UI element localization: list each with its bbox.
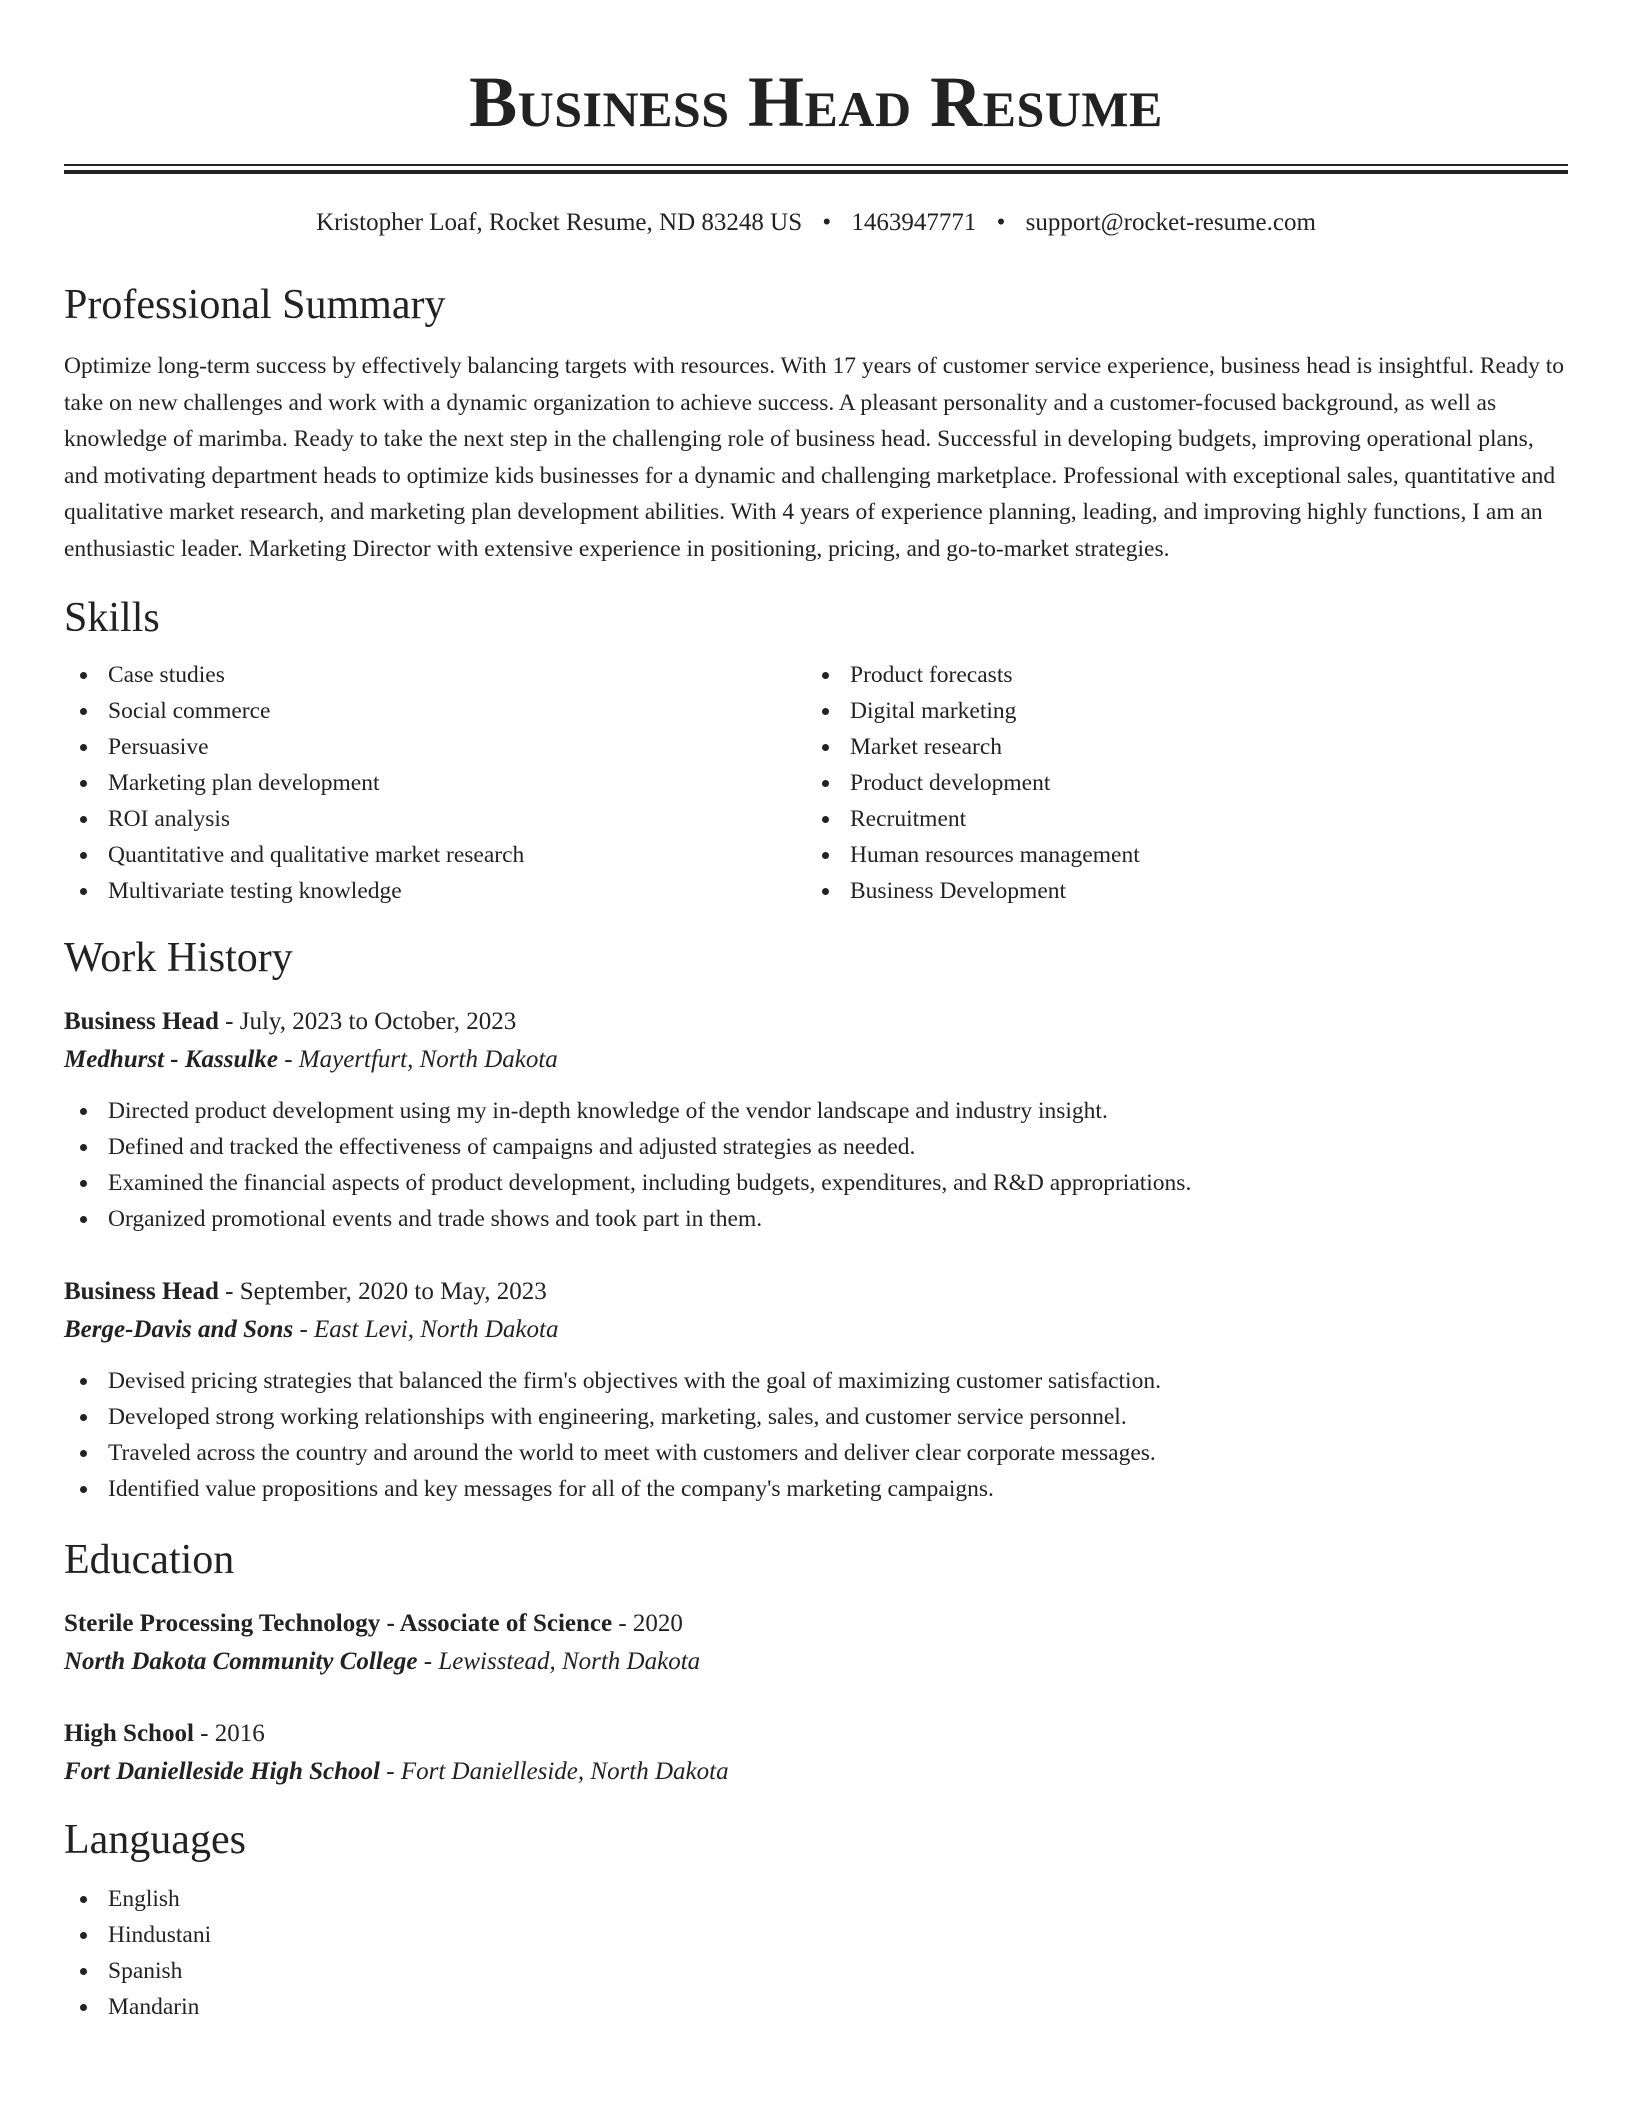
contact-address: Kristopher Loaf, Rocket Resume, ND 83248 US — [316, 209, 803, 236]
skill-item: ROI analysis — [64, 801, 806, 837]
skills-list-left — [64, 657, 806, 909]
language-item: Hindustani — [64, 1917, 1568, 1953]
education-school: Fort Danielleside High School — [64, 1758, 381, 1785]
job-bullet: Traveled across the country and around the world to meet with customers and deliver clear corporate messages. — [64, 1435, 1568, 1471]
job-bullet: Devised pricing strategies that balanced the firm's objectives with the goal of maximizing customer satisfaction. — [64, 1363, 1568, 1399]
contact-separator: • — [822, 209, 832, 236]
job-bullet-list — [64, 1363, 1568, 1507]
summary-heading: Professional Summary — [64, 282, 446, 328]
job-company: Berge-Davis and Sons — [64, 1316, 294, 1343]
education-year: - 2020 — [612, 1610, 683, 1637]
contact-line — [64, 208, 1568, 238]
skill-item: Product forecasts — [806, 657, 1548, 693]
education-entry — [64, 1715, 1568, 1791]
languages-list — [64, 1881, 1568, 2025]
resume-title: Business Head Resume — [469, 62, 1163, 142]
summary-text: Optimize long-term success by effectively balancing targets with resources. With 17 years of customer service experience, business head is insightful. Ready to take on new challenges and work with a dynamic organization to achieve success. A pleasant personality and a customer-focused background, as well as knowledge of marimba. Ready to take the next step in the challenging role of business head. Successful in developing budgets, improving operational plans, and motivating department heads to optimize kids businesses for a dynamic and challenging marketplace. Professional with exceptional sales, quantitative and qualitative market research, and marketing plan development abilities. With 4 years of experience planning, leading, and improving highly functions, I am an enthusiastic leader. Marketing Director with extensive experience in positioning, pricing, and go-to-market strategies. — [64, 353, 1565, 562]
job-bullet-list — [64, 1093, 1568, 1237]
job-header — [64, 1273, 1568, 1311]
job-dates: - July, 2023 to October, 2023 — [218, 1008, 517, 1035]
job-bullet: Developed strong working relationships with engineering, marketing, sales, and customer service personnel. — [64, 1399, 1568, 1435]
work-history-heading: Work History — [64, 935, 293, 981]
education-degree-line — [64, 1605, 1568, 1643]
job-entry — [64, 1273, 1568, 1507]
education-year: - 2016 — [193, 1720, 265, 1747]
education-location: - Fort Danielleside, North Dakota — [380, 1758, 729, 1785]
skill-item: Case studies — [64, 657, 806, 693]
skill-item: Recruitment — [806, 801, 1548, 837]
contact-phone: 1463947771 — [851, 209, 977, 236]
skills-grid — [64, 657, 1568, 909]
skill-item: Market research — [806, 729, 1548, 765]
skill-item: Social commerce — [64, 693, 806, 729]
skill-item: Human resources management — [806, 837, 1548, 873]
education-degree: High School — [64, 1720, 194, 1747]
job-bullet: Organized promotional events and trade shows and took part in them. — [64, 1201, 1568, 1237]
skill-item: Business Development — [806, 873, 1548, 909]
job-bullet: Identified value propositions and key messages for all of the company's marketing campaigns. — [64, 1471, 1568, 1507]
skill-item: Product development — [806, 765, 1548, 801]
job-bullet: Defined and tracked the effectiveness of campaigns and adjusted strategies as needed. — [64, 1129, 1568, 1165]
skill-item: Quantitative and qualitative market research — [64, 837, 806, 873]
skill-item: Digital marketing — [806, 693, 1548, 729]
job-bullet: Examined the financial aspects of product development, including budgets, expenditures, and R&D appropriations. — [64, 1165, 1568, 1201]
job-location: - Mayertfurt, North Dakota — [277, 1046, 558, 1073]
education-entry — [64, 1605, 1568, 1681]
education-degree: Sterile Processing Technology - Associate of Science — [64, 1610, 613, 1637]
skills-list-right — [806, 657, 1548, 909]
job-company-line — [64, 1311, 1568, 1349]
language-item: Mandarin — [64, 1989, 1568, 2025]
job-dates: - September, 2020 to May, 2023 — [218, 1278, 547, 1305]
education-school-line — [64, 1753, 1568, 1791]
contact-separator: • — [996, 209, 1006, 236]
skill-item: Persuasive — [64, 729, 806, 765]
education-location: - Lewisstead, North Dakota — [417, 1648, 701, 1675]
contact-email[interactable]: support@rocket-resume.com — [1025, 209, 1316, 236]
title-divider — [64, 164, 1568, 174]
job-company-line — [64, 1041, 1568, 1079]
education-heading: Education — [64, 1537, 235, 1583]
languages-heading: Languages — [64, 1817, 246, 1863]
education-school-line — [64, 1643, 1568, 1681]
skills-heading: Skills — [64, 595, 160, 641]
job-entry — [64, 1003, 1568, 1237]
skill-item: Multivariate testing knowledge — [64, 873, 806, 909]
job-bullet: Directed product development using my in-depth knowledge of the vendor landscape and industry insight. — [64, 1093, 1568, 1129]
job-location: - East Levi, North Dakota — [293, 1316, 559, 1343]
education-degree-line — [64, 1715, 1568, 1753]
job-role: Business Head — [64, 1008, 219, 1035]
job-header — [64, 1003, 1568, 1041]
skill-item: Marketing plan development — [64, 765, 806, 801]
language-item: Spanish — [64, 1953, 1568, 1989]
education-school: North Dakota Community College — [64, 1648, 418, 1675]
language-item: English — [64, 1881, 1568, 1917]
job-company: Medhurst - Kassulke — [64, 1046, 278, 1073]
job-role: Business Head — [64, 1278, 219, 1305]
